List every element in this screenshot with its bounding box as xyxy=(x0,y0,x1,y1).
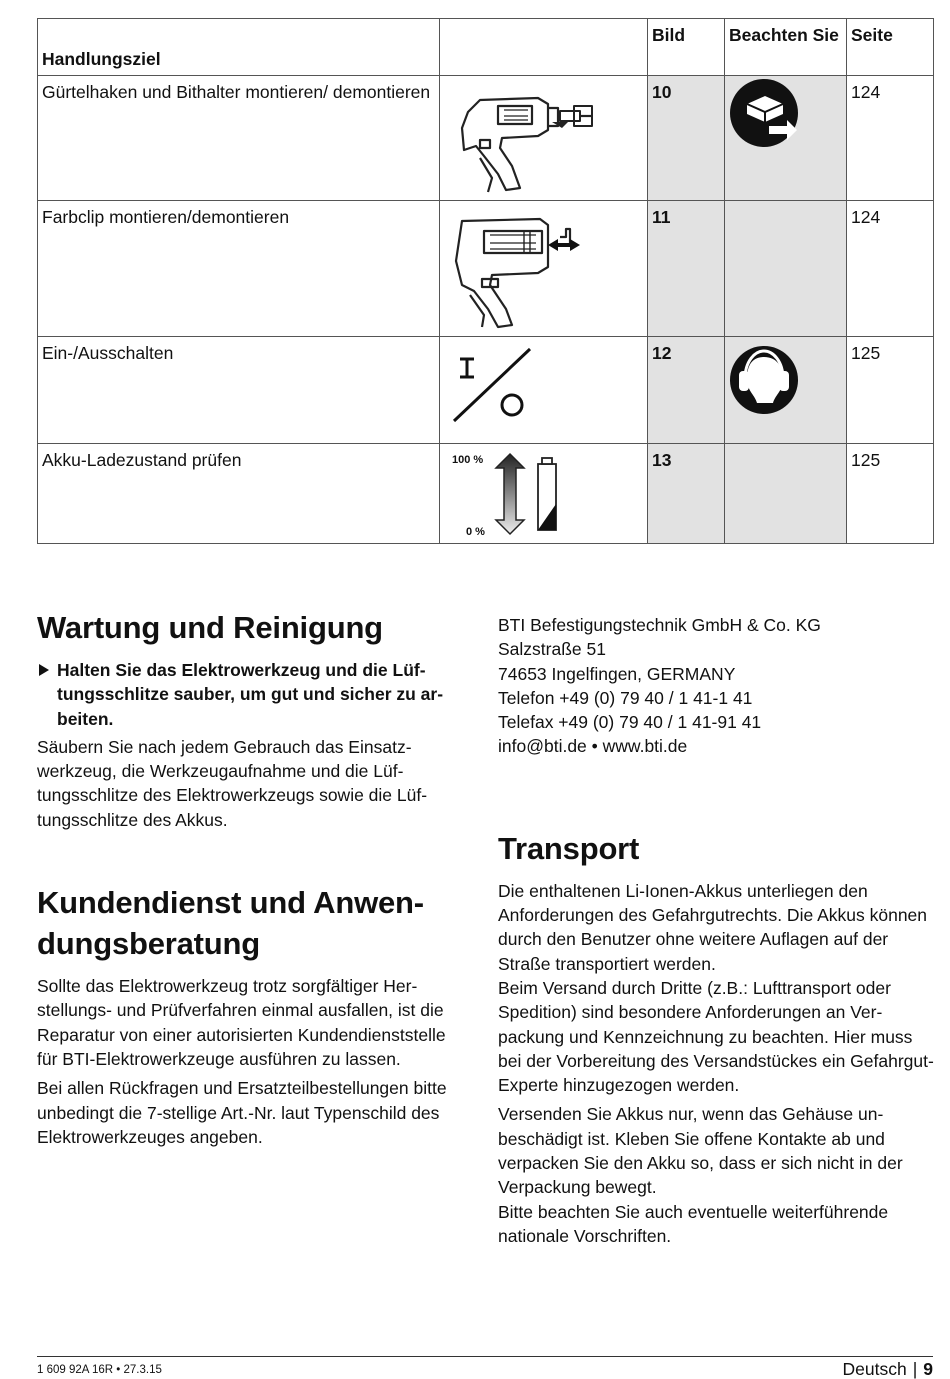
row-note xyxy=(725,337,847,444)
row-page: 124 xyxy=(847,201,934,337)
footer-divider xyxy=(37,1356,933,1357)
transport-paragraph-2b: Bitte beachten Sie auch eventuelle weiterführende nationale Vorschriften. xyxy=(498,1201,889,1246)
maintenance-title: Wartung und Reinigung xyxy=(37,610,383,645)
table-header-row xyxy=(38,19,934,76)
service-title: Kundendienst und Anwendungsberatung xyxy=(37,885,425,962)
charge-bottom-label: 0 % xyxy=(466,526,485,538)
address-web[interactable]: info@bti.de • www.bti.de xyxy=(498,736,688,757)
charge-top-label: 100 % xyxy=(452,454,484,466)
right-column xyxy=(498,613,934,1253)
row-page: 124 xyxy=(847,76,934,201)
illustration-drill-belt-clip xyxy=(440,76,648,201)
maintenance-text: Säubern Sie nach jedem Gebrauch das Einsatzwerkzeug, die Werkzeugaufnahme und die Lüftungsschlitze des Elektrowerkzeugs sowie die Lüftungsschlitze des Akkus. xyxy=(37,736,428,830)
address-block xyxy=(498,613,934,759)
left-column xyxy=(37,608,469,1154)
footer-code: 1 609 92A 16R • 27.3.15 xyxy=(37,1364,162,1376)
header-goal: Handlungsziel xyxy=(38,19,440,76)
row-goal: Gürtelhaken und Bithalter montieren/ demontieren xyxy=(38,76,440,201)
battery-charge-level-icon xyxy=(440,444,648,542)
illustration-charge-level xyxy=(440,444,648,544)
maintenance-bullet xyxy=(37,658,469,731)
drill-belt-clip-icon xyxy=(440,76,648,200)
row-goal: Ein-/Ausschalten xyxy=(38,337,440,444)
footer-page-number: 9 xyxy=(923,1359,933,1379)
illustration-on-off xyxy=(440,337,648,444)
on-off-switch-icon xyxy=(440,337,648,443)
header-illustration xyxy=(440,19,648,76)
row-figure: 12 xyxy=(648,337,725,444)
transport-paragraph-1: Die enthaltenen Li-Ionen-Akkus unterliegen den Anforderungen des Gefahrgutrechts. Die Akkus können durch den Benutzer ohne weitere Auflagen auf der Straße transportiert werden. xyxy=(498,880,928,974)
service-paragraph-2: Bei allen Rückfragen und Ersatzteilbestellungen bitte unbedingt die 7-stellige Art.-Nr. laut Typenschild des Elektrowerkzeuges angeben. xyxy=(37,1078,447,1147)
footer-language: Deutsch xyxy=(842,1359,907,1379)
row-note xyxy=(725,76,847,201)
address-phone: Telefon +49 (0) 79 40 / 1 41-1 41 xyxy=(498,687,753,708)
header-figure: Bild xyxy=(648,19,725,76)
footer-page-info: Deutsch | 9 xyxy=(842,1359,933,1379)
illustration-drill-color-clip xyxy=(440,201,648,337)
hearing-protection-icon xyxy=(725,337,847,443)
row-page: 125 xyxy=(847,337,934,444)
transport-paragraph-1b: Beim Versand durch Dritte (z.B.: Lufttransport oder Spedition) sind besondere Anforderungen an Verpackung und Kennzeichnung zu beachten. Hier muss bei der Vorbereitung des Versandstückes ein Gefahrgut-Experte hinzugezogen werden. xyxy=(498,977,934,1096)
row-figure: 13 xyxy=(648,444,725,544)
row-goal: Akku-Ladezustand prüfen xyxy=(38,444,440,544)
row-page: 125 xyxy=(847,444,934,544)
header-page: Seite xyxy=(847,19,934,76)
transport-title: Transport xyxy=(498,830,640,866)
service-paragraph-1: Sollte das Elektrowerkzeug trotz sorgfältiger Herstellungs- und Prüfverfahren einmal ausfallen, ist die Reparatur von einer autorisierten Kundendienststelle für BTI-Elektrowerkzeuge ausführen zu lassen. xyxy=(37,976,446,1069)
table-row xyxy=(38,201,934,337)
row-figure: 11 xyxy=(648,201,725,337)
table-row xyxy=(38,444,934,544)
address-street: Salzstraße 51 xyxy=(498,639,606,660)
address-city: 74653 Ingelfingen, GERMANY xyxy=(498,663,736,684)
row-figure: 10 xyxy=(648,76,725,201)
row-goal: Farbclip montieren/demontieren xyxy=(38,201,440,337)
battery-remove-icon xyxy=(725,76,847,200)
address-company: BTI Befestigungstechnik GmbH & Co. KG xyxy=(498,615,821,635)
table-row xyxy=(38,76,934,201)
address-fax: Telefax +49 (0) 79 40 / 1 41-91 41 xyxy=(498,712,762,733)
table-row xyxy=(38,337,934,444)
drill-color-clip-icon xyxy=(440,201,648,335)
bullet-triangle-icon xyxy=(39,664,49,676)
maintenance-bullet-text: Halten Sie das Elektrowerkzeug und die Lüftungsschlitze sauber, um gut und sicher zu arbeiten. xyxy=(57,660,444,729)
operation-table xyxy=(37,18,934,544)
header-note: Beachten Sie xyxy=(725,19,847,76)
row-note xyxy=(725,201,847,337)
transport-paragraph-2: Versenden Sie Akkus nur, wenn das Gehäuse unbeschädigt ist. Kleben Sie offene Kontakte ab und verpacken Sie den Akku so, dass er sich nicht in der Verpackung bewegt. xyxy=(498,1104,903,1198)
row-note xyxy=(725,444,847,544)
